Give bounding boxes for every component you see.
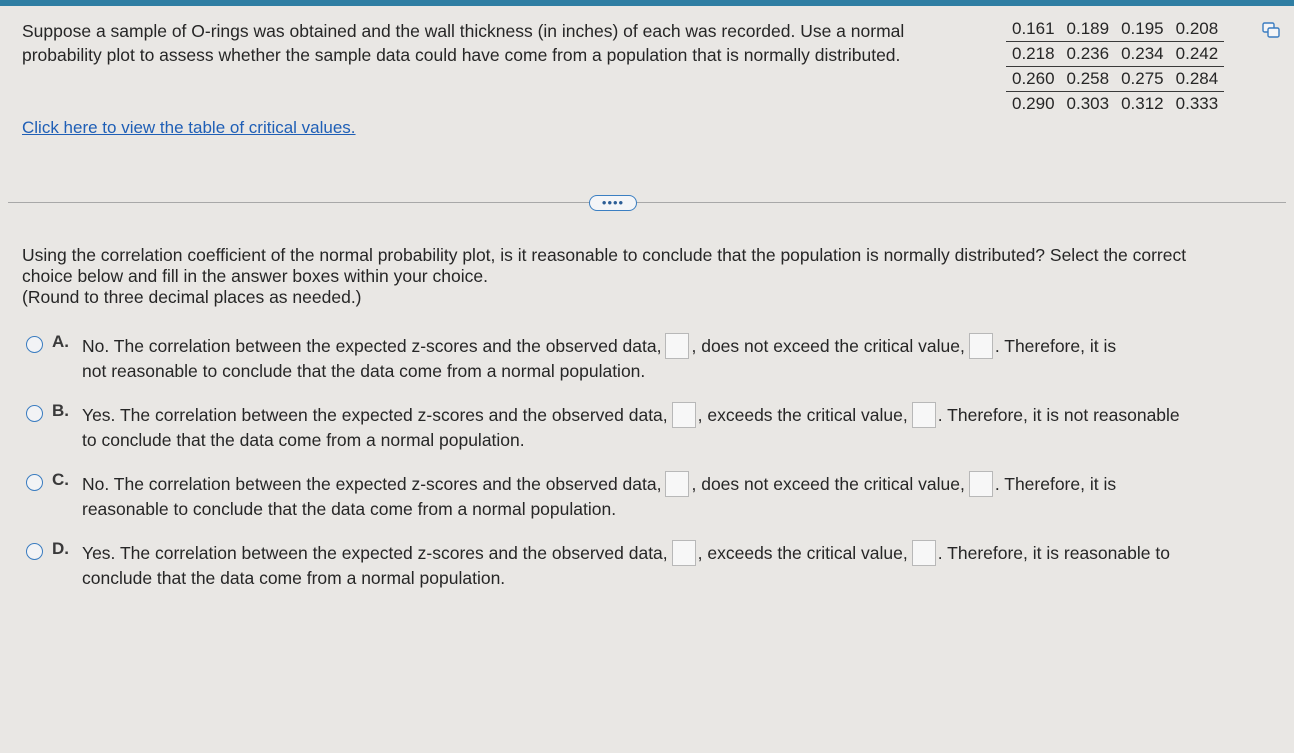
choice-text-segment: Yes. The correlation between the expected z-scores and the observed data, [82, 405, 668, 425]
choice-text [82, 333, 1116, 384]
table-cell: 0.242 [1170, 42, 1225, 67]
expand-more-button[interactable]: •••• [589, 195, 637, 211]
choice-text-segment: No. The correlation between the expected z-scores and the observed data, [82, 336, 662, 356]
choice-text-segment: , does not exceed the critical value, [691, 336, 965, 356]
choice-text-segment: . Therefore, it is [994, 474, 1117, 494]
radio-b[interactable] [26, 405, 43, 422]
critical-value-input-b[interactable] [912, 402, 936, 428]
table-cell: 0.303 [1066, 94, 1110, 113]
copy-data-icon[interactable] [1262, 22, 1280, 38]
choice-line-2: to conclude that the data come from a normal population. [82, 430, 525, 450]
correlation-input-a[interactable] [665, 333, 689, 359]
table-cell: 0.284 [1170, 67, 1225, 92]
question-line-1: Using the correlation coefficient of the normal probability plot, is it reasonable to conclude that the population is normally distributed? Select the correct [22, 245, 1187, 265]
table-cell: 0.208 [1170, 17, 1225, 42]
choice-text-segment: . Therefore, it is reasonable to [937, 543, 1170, 563]
table-cell: 0.218 [1006, 42, 1061, 67]
table-cell: 0.275 [1115, 67, 1170, 92]
choice-line-1 [82, 333, 1116, 359]
table-row [1006, 67, 1224, 92]
choice-line-2: conclude that the data come from a normal population. [82, 568, 506, 588]
correlation-input-d[interactable] [672, 540, 696, 566]
table-cell: 0.161 [1006, 17, 1061, 42]
question-text [22, 245, 1272, 308]
table-cell: 0.260 [1006, 67, 1061, 92]
choice-text-segment: Yes. The correlation between the expected z-scores and the observed data, [82, 543, 668, 563]
choice-line-1 [82, 540, 1170, 566]
choice-line-1 [82, 471, 1116, 497]
table-cell: 0.258 [1061, 67, 1116, 92]
choice-text-segment: , does not exceed the critical value, [691, 474, 965, 494]
choice-text [82, 540, 1170, 591]
choice-text-segment: . Therefore, it is [994, 336, 1117, 356]
choice-letter: D. [52, 539, 69, 558]
problem-line-2: probability plot to assess whether the sample data could have come from a population that is normally distributed. [22, 45, 901, 65]
problem-statement [22, 19, 982, 67]
radio-d[interactable] [26, 543, 43, 560]
correlation-input-b[interactable] [672, 402, 696, 428]
critical-values-link[interactable]: Click here to view the table of critical values. [22, 118, 356, 137]
choice-line-2: reasonable to conclude that the data come from a normal population. [82, 499, 617, 519]
critical-value-input-d[interactable] [912, 540, 936, 566]
table-row [1006, 92, 1224, 117]
table-cell: 0.312 [1121, 94, 1164, 113]
question-line-3: (Round to three decimal places as needed.) [22, 287, 362, 307]
table-cell: 0.333 [1175, 94, 1219, 113]
choice-letter: A. [52, 332, 69, 351]
choice-text [82, 471, 1116, 522]
radio-a[interactable] [26, 336, 43, 353]
choice-letter: B. [52, 401, 69, 420]
section-divider [8, 202, 1286, 203]
choice-letter: C. [52, 470, 69, 489]
table-row [1006, 42, 1224, 67]
data-table [1006, 17, 1224, 116]
correlation-input-c[interactable] [665, 471, 689, 497]
table-cell: 0.290 [1012, 94, 1055, 113]
choice-text-segment: , exceeds the critical value, [697, 543, 908, 563]
table-row [1006, 17, 1224, 42]
critical-value-input-a[interactable] [969, 333, 993, 359]
table-cell: 0.189 [1061, 17, 1116, 42]
table-cell: 0.195 [1115, 17, 1170, 42]
choice-text [82, 402, 1180, 453]
choice-text-segment: No. The correlation between the expected z-scores and the observed data, [82, 474, 662, 494]
table-cell: 0.236 [1061, 42, 1116, 67]
table-cell: 0.234 [1115, 42, 1170, 67]
choice-text-segment: , exceeds the critical value, [697, 405, 908, 425]
question-line-2: choice below and fill in the answer boxes within your choice. [22, 266, 488, 286]
top-accent-bar [0, 0, 1294, 6]
problem-line-1: Suppose a sample of O-rings was obtained and the wall thickness (in inches) of each was recorded. Use a normal [22, 21, 905, 41]
choice-line-2: not reasonable to conclude that the data come from a normal population. [82, 361, 646, 381]
critical-value-input-c[interactable] [969, 471, 993, 497]
choice-text-segment: . Therefore, it is not reasonable [937, 405, 1180, 425]
radio-c[interactable] [26, 474, 43, 491]
choice-line-1 [82, 402, 1180, 428]
